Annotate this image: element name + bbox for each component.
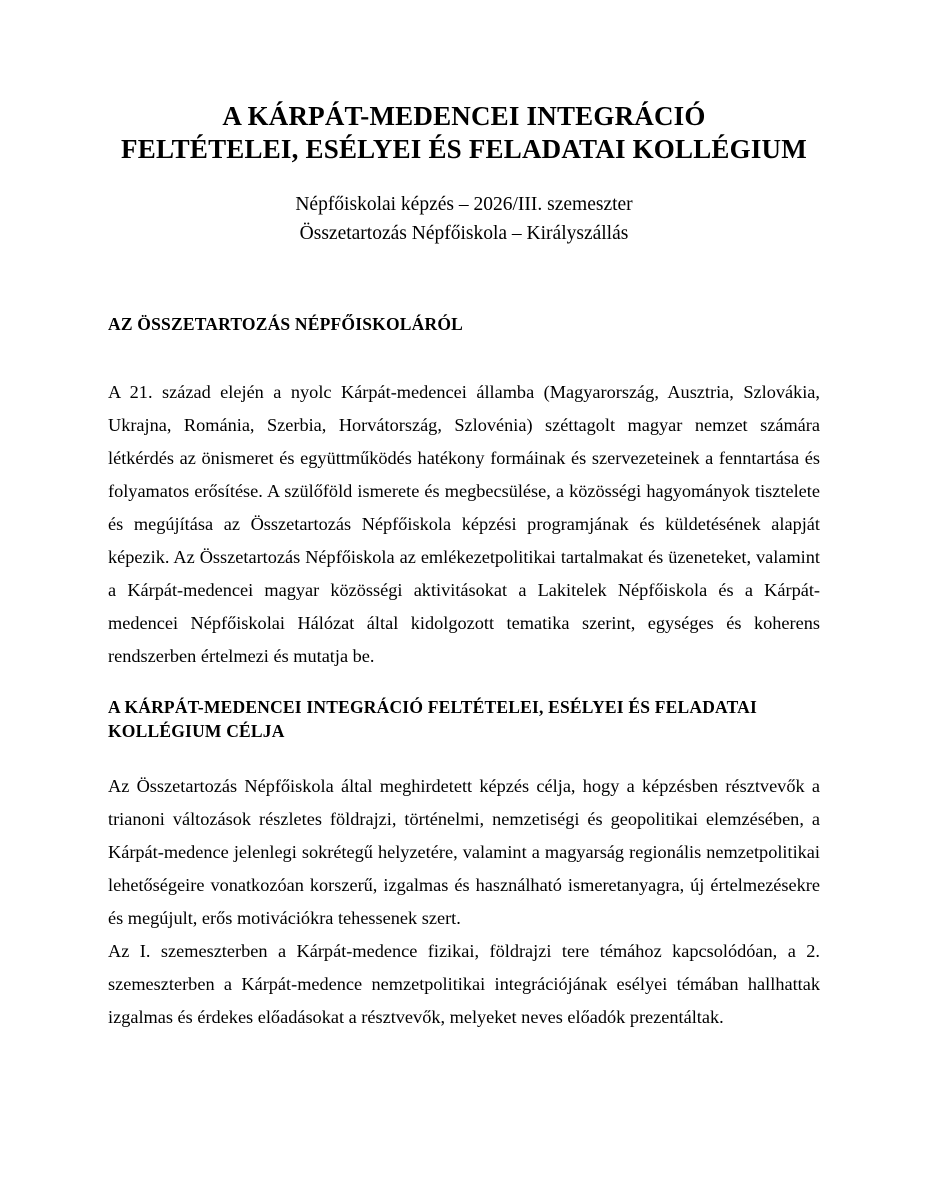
section-goal	[108, 695, 820, 1034]
document-title-line1: A KÁRPÁT-MEDENCEI INTEGRÁCIÓ	[222, 101, 706, 131]
document-title-line2: FELTÉTELEI, ESÉLYEI ÉS FELADATAI KOLLÉGIUM	[121, 134, 807, 164]
document-title	[108, 100, 820, 166]
section-goal-paragraph-1: Az Összetartozás Népfőiskola által meghirdetett képzés célja, hogy a képzésben résztvevők a trianoni változások részletes földrajzi, történelmi, nemzetiségi és geopolitikai elemzésében, a Kárpát-medence jelenlegi sokrétegű helyzetére, valamint a magyarság regionális nemzetpolitikai lehetőségeire vonatkozóan korszerű, izgalmas és használható ismeretanyagra, új értelmezésekre és megújult, erős motivációkra tehessenek szert.	[108, 776, 820, 928]
document-subtitle-line1: Népfőiskolai képzés – 2026/III. szemeszter	[295, 194, 633, 215]
section-about	[108, 312, 820, 673]
document-subtitle-line2: Összetartozás Népfőiskola – Királyszállás	[299, 223, 629, 244]
section-heading-goal: A KÁRPÁT-MEDENCEI INTEGRÁCIÓ FELTÉTELEI, ESÉLYEI ÉS FELADATAI KOLLÉGIUM CÉLJA	[108, 697, 758, 741]
document-subtitle	[108, 190, 820, 248]
section-goal-paragraph-2: Az I. szemeszterben a Kárpát-medence fizikai, földrajzi tere témához kapcsolódóan, a 2. szemeszterben a Kárpát-medence nemzetpolitikai integrációjának esélyei témában hallhattak izgalmas és érdekes előadásokat a résztvevők, melyeket neves előadók prezentáltak.	[108, 941, 820, 1027]
section-about-paragraph: A 21. század elején a nyolc Kárpát-medencei államba (Magyarország, Ausztria, Szlovákia, Ukrajna, Románia, Szerbia, Horvátország, Szlovénia) széttagolt magyar nemzet számára létkérdés az önismeret és együttműködés hatékony formáinak és szervezeteinek a fenntartása és folyamatos erősítése. A szülőföld ismerete és megbecsülése, a közösségi hagyományok tisztelete és megújítása az Összetartozás Népfőiskola képzési programjának és küldetésének alapját képezik. Az Összetartozás Népfőiskola az emlékezetpolitikai tartalmakat és üzeneteket, valamint a Kárpát-medencei magyar közösségi aktivitásokat a Lakitelek Népfőiskola és a Kárpát-medencei Népfőiskolai Hálózat által kidolgozott tematika szerint, egységes és koherens rendszerben értelmezi és mutatja be.	[108, 382, 820, 666]
section-heading-about: AZ ÖSSZETARTOZÁS NÉPFŐISKOLÁRÓL	[108, 314, 464, 334]
